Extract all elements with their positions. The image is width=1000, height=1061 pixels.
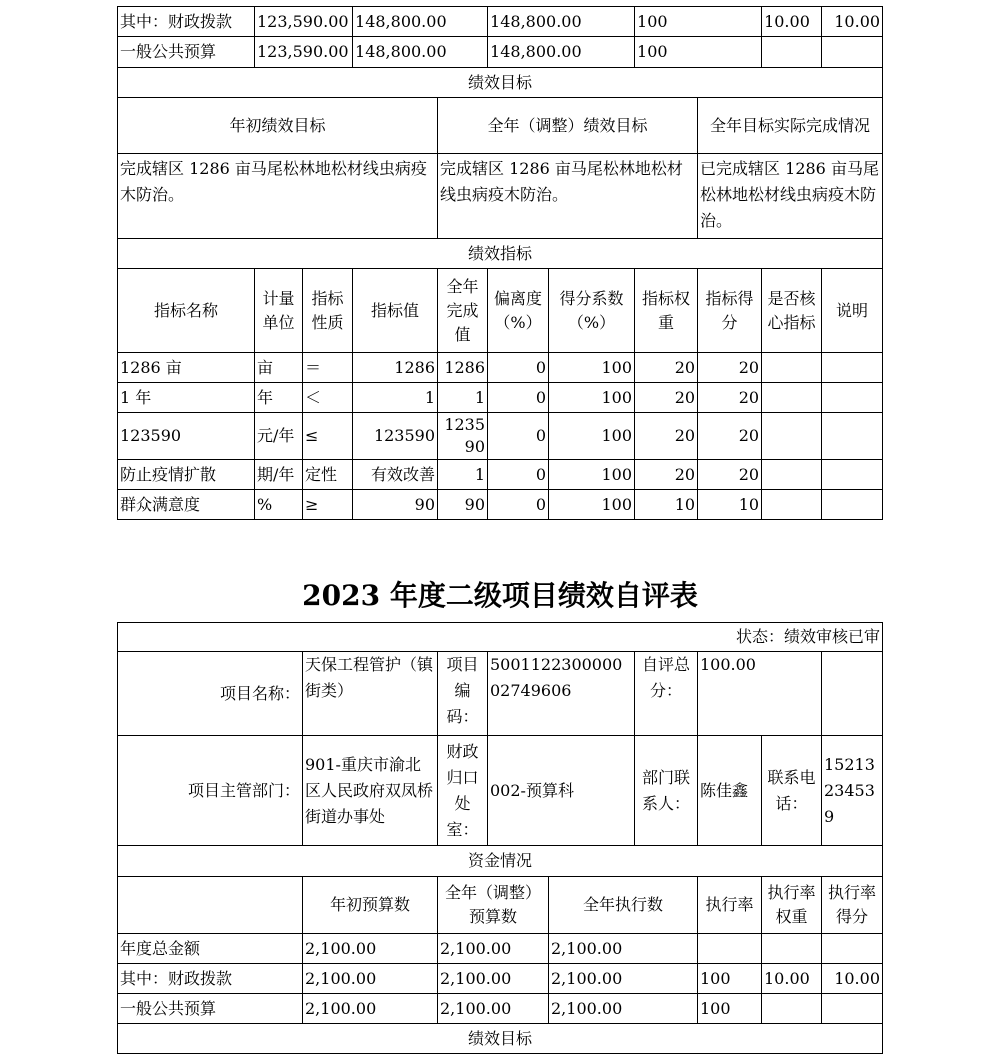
indicator-value: 123590 [353, 413, 438, 460]
indicator-header: 偏离度（%） [488, 269, 549, 353]
goal-header-initial: 年初绩效目标 [118, 98, 438, 154]
fund-header-row [118, 877, 883, 934]
contact-label: 部门联系人： [635, 736, 698, 846]
indicator-score: 20 [698, 353, 762, 383]
fund-score: 10.00 [822, 7, 883, 37]
phone-value: 15213234539 [822, 736, 883, 846]
fund-header-rate: 执行率 [698, 877, 762, 934]
goal-header-actual: 全年目标实际完成情况 [698, 98, 883, 154]
indicator-score: 20 [698, 460, 762, 490]
fund-weight: 10.00 [762, 964, 822, 994]
dept-label: 项目主管部门： [118, 736, 303, 846]
fund-header-initial: 年初预算数 [303, 877, 438, 934]
indicator-deviation: 0 [488, 460, 549, 490]
fund-weight [762, 994, 822, 1024]
indicator-core [762, 353, 822, 383]
indicator-value: 1 [353, 383, 438, 413]
indicator-weight: 20 [635, 383, 698, 413]
self-score-label: 自评总分： [635, 652, 698, 736]
section-header-funds: 资金情况 [118, 846, 883, 877]
indicator-note [822, 383, 883, 413]
page-title: 2023 年度二级项目绩效自评表 [302, 579, 698, 612]
fund-row [118, 994, 883, 1024]
fund-adjusted: 148,800.00 [353, 37, 488, 68]
indicator-done: 1286 [438, 353, 488, 383]
goal-adjusted-text: 完成辖区 1286 亩马尾松林地松材线虫病疫木防治。 [438, 154, 698, 239]
indicator-weight: 20 [635, 413, 698, 460]
fund-executed: 2,100.00 [549, 994, 698, 1024]
indicator-value: 有效改善 [353, 460, 438, 490]
indicator-core [762, 490, 822, 520]
indicator-header: 指标名称 [118, 269, 255, 353]
indicator-header: 是否核心指标 [762, 269, 822, 353]
section-header-indicators: 绩效指标 [118, 239, 883, 269]
project-name-label: 项目名称： [118, 652, 303, 736]
fund-score [822, 934, 883, 964]
indicator-name: 防止疫情扩散 [118, 460, 255, 490]
indicator-row [118, 490, 883, 520]
indicator-header: 说明 [822, 269, 883, 353]
project-code-label: 项目编码： [438, 652, 488, 736]
goal-actual-text: 已完成辖区 1286 亩马尾松林地松材线虫病疫木防治。 [698, 154, 883, 239]
fund-score [822, 37, 883, 68]
fund-rate: 100 [698, 964, 762, 994]
fund-executed: 2,100.00 [549, 964, 698, 994]
fund-row-name: 其中：财政拨款 [118, 964, 303, 994]
indicator-nature: ≤ [303, 413, 353, 460]
fund-row [118, 964, 883, 994]
fund-adjusted: 2,100.00 [438, 934, 549, 964]
contact-value: 陈佳鑫 [698, 736, 762, 846]
fund-executed: 148,800.00 [488, 7, 635, 37]
indicator-done: 90 [438, 490, 488, 520]
fund-row-name: 一般公共预算 [118, 37, 255, 68]
indicator-name: 123590 [118, 413, 255, 460]
indicator-header: 计量单位 [255, 269, 303, 353]
finance-office-value: 002-预算科 [488, 736, 635, 846]
fund-weight: 10.00 [762, 7, 822, 37]
dept-value: 901-重庆市渝北区人民政府双凤桥街道办事处 [303, 736, 438, 846]
indicator-coef: 100 [549, 353, 635, 383]
phone-label: 联系电话： [762, 736, 822, 846]
fund-header-adjusted: 全年（调整）预算数 [438, 877, 549, 934]
fund-rate: 100 [698, 994, 762, 1024]
project-info-row [118, 652, 883, 736]
goal-header-adjusted: 全年（调整）绩效目标 [438, 98, 698, 154]
fund-header-weight: 执行率权重 [762, 877, 822, 934]
indicator-note [822, 413, 883, 460]
indicator-note [822, 490, 883, 520]
fund-rate: 100 [635, 37, 762, 68]
indicator-deviation: 0 [488, 383, 549, 413]
indicator-unit: 亩 [255, 353, 303, 383]
self-score-value: 100.00 [698, 652, 822, 736]
indicator-name: 1286 亩 [118, 353, 255, 383]
status-text: 状态：绩效审核已审 [118, 623, 883, 652]
fund-adjusted: 2,100.00 [438, 964, 549, 994]
indicator-unit: 期/年 [255, 460, 303, 490]
indicator-deviation: 0 [488, 413, 549, 460]
indicator-nature: ≥ [303, 490, 353, 520]
indicator-note [822, 460, 883, 490]
fund-initial: 2,100.00 [303, 964, 438, 994]
indicator-row [118, 383, 883, 413]
fund-header-executed: 全年执行数 [549, 877, 698, 934]
indicator-nature: ＜ [303, 383, 353, 413]
fund-rate [698, 934, 762, 964]
indicator-deviation: 0 [488, 490, 549, 520]
fund-row [118, 7, 883, 37]
indicator-deviation: 0 [488, 353, 549, 383]
indicator-coef: 100 [549, 460, 635, 490]
indicator-name: 1 年 [118, 383, 255, 413]
indicator-coef: 100 [549, 383, 635, 413]
fund-row-name: 其中：财政拨款 [118, 7, 255, 37]
indicator-nature: ＝ [303, 353, 353, 383]
indicator-unit: 年 [255, 383, 303, 413]
indicator-core [762, 460, 822, 490]
indicator-header: 指标权重 [635, 269, 698, 353]
indicator-coef: 100 [549, 490, 635, 520]
fund-row-name: 一般公共预算 [118, 994, 303, 1024]
indicator-score: 10 [698, 490, 762, 520]
indicator-done: 123590 [438, 413, 488, 460]
goal-initial-text: 完成辖区 1286 亩马尾松林地松材线虫病疫木防治。 [118, 154, 438, 239]
indicator-score: 20 [698, 383, 762, 413]
fund-row [118, 37, 883, 68]
indicator-header: 指标值 [353, 269, 438, 353]
indicator-value: 90 [353, 490, 438, 520]
indicator-unit: % [255, 490, 303, 520]
department-info-row [118, 736, 883, 846]
section-header-goals: 绩效目标 [118, 1024, 883, 1054]
indicator-done: 1 [438, 460, 488, 490]
finance-office-label: 财政归口处室： [438, 736, 488, 846]
indicator-score: 20 [698, 413, 762, 460]
fund-row [118, 934, 883, 964]
fund-weight [762, 37, 822, 68]
evaluation-table [117, 622, 883, 1054]
indicator-weight: 10 [635, 490, 698, 520]
prev-evaluation-table [117, 6, 883, 520]
fund-adjusted: 2,100.00 [438, 994, 549, 1024]
project-name-value: 天保工程管护（镇街类） [303, 652, 438, 736]
fund-score: 10.00 [822, 964, 883, 994]
fund-initial: 2,100.00 [303, 994, 438, 1024]
fund-row-name: 年度总金额 [118, 934, 303, 964]
indicator-core [762, 413, 822, 460]
fund-rate: 100 [635, 7, 762, 37]
indicator-unit: 元/年 [255, 413, 303, 460]
indicator-row [118, 460, 883, 490]
indicator-header: 得分系数（%） [549, 269, 635, 353]
indicator-header-row [118, 269, 883, 353]
indicator-header: 全年完成值 [438, 269, 488, 353]
fund-executed: 2,100.00 [549, 934, 698, 964]
fund-executed: 148,800.00 [488, 37, 635, 68]
fund-initial: 2,100.00 [303, 934, 438, 964]
indicator-coef: 100 [549, 413, 635, 460]
indicator-nature: 定性 [303, 460, 353, 490]
fund-score [822, 994, 883, 1024]
indicator-header: 指标得分 [698, 269, 762, 353]
indicator-done: 1 [438, 383, 488, 413]
fund-header-score: 执行率得分 [822, 877, 883, 934]
indicator-value: 1286 [353, 353, 438, 383]
indicator-note [822, 353, 883, 383]
fund-initial: 123,590.00 [255, 37, 353, 68]
indicator-weight: 20 [635, 460, 698, 490]
indicator-name: 群众满意度 [118, 490, 255, 520]
indicator-row [118, 353, 883, 383]
project-code-value: 500112230000002749606 [488, 652, 635, 736]
fund-initial: 123,590.00 [255, 7, 353, 37]
indicator-row [118, 413, 883, 460]
indicator-header: 指标性质 [303, 269, 353, 353]
fund-adjusted: 148,800.00 [353, 7, 488, 37]
indicator-core [762, 383, 822, 413]
section-header-goals: 绩效目标 [118, 68, 883, 98]
fund-weight [762, 934, 822, 964]
indicator-weight: 20 [635, 353, 698, 383]
